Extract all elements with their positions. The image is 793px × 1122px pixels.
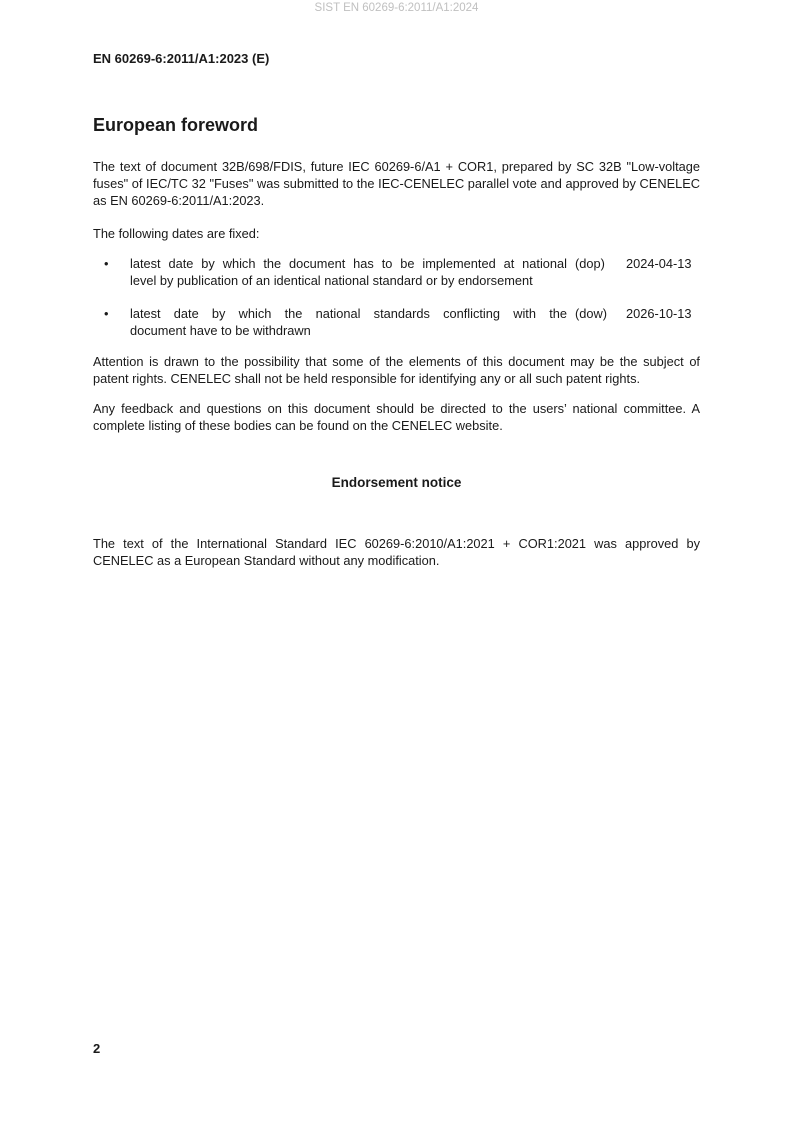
bullet-icon: • bbox=[104, 256, 109, 271]
date-value: 2024-04-13 bbox=[626, 256, 692, 271]
bullet-icon: • bbox=[104, 306, 109, 321]
patent-rights-paragraph: Attention is drawn to the possibility that some of the elements of this document may be the subject of patent rights. CENELEC shall not be held responsible for identifying any or all such patent rights. bbox=[93, 354, 700, 386]
date-row-line1: latest date by which the document has to be implemented at national bbox=[130, 256, 567, 271]
date-row-text bbox=[130, 305, 567, 339]
page-number: 2 bbox=[93, 1041, 101, 1056]
approval-paragraph: The text of document 32B/698/FDIS, future IEC 60269-6/A1 + COR1, prepared by SC 32B "Low-voltage fuses" of IEC/TC 32 "Fuses" was submitted to the IEC-CENELEC parallel vote and approved by CENELEC as EN 60269-6:2011/A1:2023. bbox=[93, 159, 700, 208]
date-row-dow bbox=[93, 305, 700, 339]
date-row-dop bbox=[93, 255, 700, 289]
date-row-line1: latest date by which the national standards conflicting with the bbox=[130, 306, 567, 321]
dates-intro: The following dates are fixed: bbox=[93, 226, 260, 241]
page-content bbox=[93, 0, 700, 569]
feedback-paragraph: Any feedback and questions on this document should be directed to the users’ national committee. A complete listing of these bodies can be found on the CENELEC website. bbox=[93, 401, 700, 433]
endorsement-title: Endorsement notice bbox=[331, 475, 462, 490]
date-code: (dow) bbox=[575, 306, 607, 321]
date-row-line2: level by publication of an identical national standard or by endorsement bbox=[130, 273, 533, 288]
date-row-text bbox=[130, 255, 567, 289]
document-reference: EN 60269-6:2011/A1:2023 (E) bbox=[93, 51, 270, 66]
running-header: SIST EN 60269-6:2011/A1:2024 bbox=[314, 2, 479, 14]
date-code: (dop) bbox=[575, 256, 605, 271]
date-value: 2026-10-13 bbox=[626, 306, 692, 321]
date-row-line2: document have to be withdrawn bbox=[130, 323, 311, 338]
endorsement-paragraph: The text of the International Standard IEC 60269-6:2010/A1:2021 + COR1:2021 was approved by CENELEC as a European Standard without any modification. bbox=[93, 536, 700, 568]
foreword-title: European foreword bbox=[93, 115, 259, 135]
